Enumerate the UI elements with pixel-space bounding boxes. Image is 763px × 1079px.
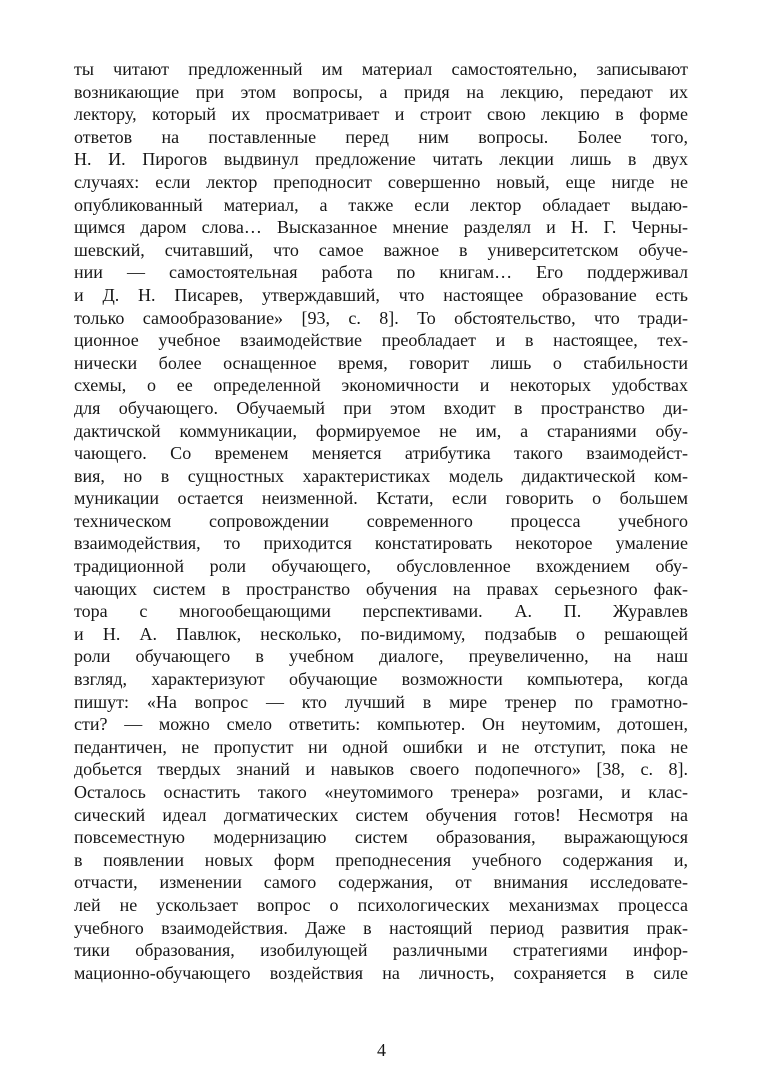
text-line: повсеместную модернизацию систем образования, выражающуюся xyxy=(74,827,688,848)
text-line: и Н. А. Павлюк, несколько, по-видимому, подзабыв о решающей xyxy=(74,623,688,644)
text-line: тора с многообещающими перспективами. А. П. Журавлев xyxy=(74,601,688,622)
page-number: 4 xyxy=(377,1040,386,1060)
text-line: в появлении новых форм преподнесения учебного содержания и, xyxy=(74,849,688,870)
text-line: добьется твердых знаний и навыков своего подопечного» [38, с. 8]. xyxy=(74,759,688,780)
text-line: сти? — можно смело ответить: компьютер. Он неутомим, дотошен, xyxy=(74,714,688,735)
text-line: ционное учебное взаимодействие преобладает и в настоящее, тех- xyxy=(74,330,688,351)
text-line: техническом сопровождении современного процесса учебного xyxy=(74,510,688,531)
text-line: случаях: если лектор преподносит совершенно новый, еще нигде не xyxy=(74,171,688,192)
text-line: щимся даром слова… Высказанное мнение разделял и Н. Г. Черны- xyxy=(74,217,688,238)
text-line: взгляд, характеризуют обучающие возможности компьютера, когда xyxy=(74,669,688,690)
text-line: нии — самостоятельная работа по книгам… Его поддерживал xyxy=(74,262,688,283)
text-line: возникающие при этом вопросы, а придя на лекцию, передают их xyxy=(74,81,688,102)
text-line: для обучающего. Обучаемый при этом входит в пространство ди- xyxy=(74,397,688,418)
text-line: чающих систем в пространство обучения на правах серьезного фак- xyxy=(74,578,688,599)
text-line: мационно-обучающего воздействия на личность, сохраняется в силе xyxy=(74,962,688,983)
text-line: отчасти, изменении самого содержания, от внимания исследовате- xyxy=(74,872,688,893)
text-line: педантичен, не пропустит ни одной ошибки и не отступит, пока не xyxy=(74,736,688,757)
text-line: нически более оснащенное время, говорит лишь о стабильности xyxy=(74,352,688,373)
text-line: тики образования, изобилующей различными стратегиями инфор- xyxy=(74,940,688,961)
text-line: сический идеал догматических систем обучения готов! Несмотря на xyxy=(74,804,688,825)
text-line: вия, но в сущностных характеристиках модель дидактической ком- xyxy=(74,465,688,486)
text-line: шевский, считавший, что самое важное в университетском обуче- xyxy=(74,239,688,260)
text-line: лектору, который их просматривает и строит свою лекцию в форме xyxy=(74,104,688,125)
text-line: муникации остается неизменной. Кстати, если говорить о большем xyxy=(74,488,688,509)
text-line: опубликованный материал, а также если лектор обладает выдаю- xyxy=(74,194,688,215)
text-line: роли обучающего в учебном диалоге, преувеличенно, на наш xyxy=(74,646,688,667)
text-line: ты читают предложенный им материал самостоятельно, записывают xyxy=(74,59,688,79)
text-line: и Д. Н. Писарев, утверждавший, что настоящее образование есть xyxy=(74,284,688,305)
body-text xyxy=(74,58,688,984)
text-line: пишут: «На вопрос — кто лучший в мире тренер по грамотно- xyxy=(74,691,688,712)
text-line: схемы, о ее определенной экономичности и некоторых удобствах xyxy=(74,375,688,396)
text-line: дактичской коммуникации, формируемое не им, а стараниями обу- xyxy=(74,420,688,441)
text-line: Н. И. Пирогов выдвинул предложение читать лекции лишь в двух xyxy=(74,149,688,170)
text-line: традиционной роли обучающего, обусловленное вхождением обу- xyxy=(74,556,688,577)
text-line: ответов на поставленные перед ним вопросы. Более того, xyxy=(74,126,688,147)
text-line: лей не ускользает вопрос о психологических механизмах процесса xyxy=(74,894,688,915)
text-line: чающего. Со временем меняется атрибутика такого взаимодейст- xyxy=(74,443,688,464)
text-line: взаимодействия, то приходится констатировать некоторое умаление xyxy=(74,533,688,554)
text-line: только самообразование» [93, с. 8]. То обстоятельство, что тради- xyxy=(74,307,688,328)
text-line: учебного взаимодействия. Даже в настоящий период развития прак- xyxy=(74,917,688,938)
text-line: Осталось оснастить такого «неутомимого тренера» розгами, и клас- xyxy=(74,782,688,802)
